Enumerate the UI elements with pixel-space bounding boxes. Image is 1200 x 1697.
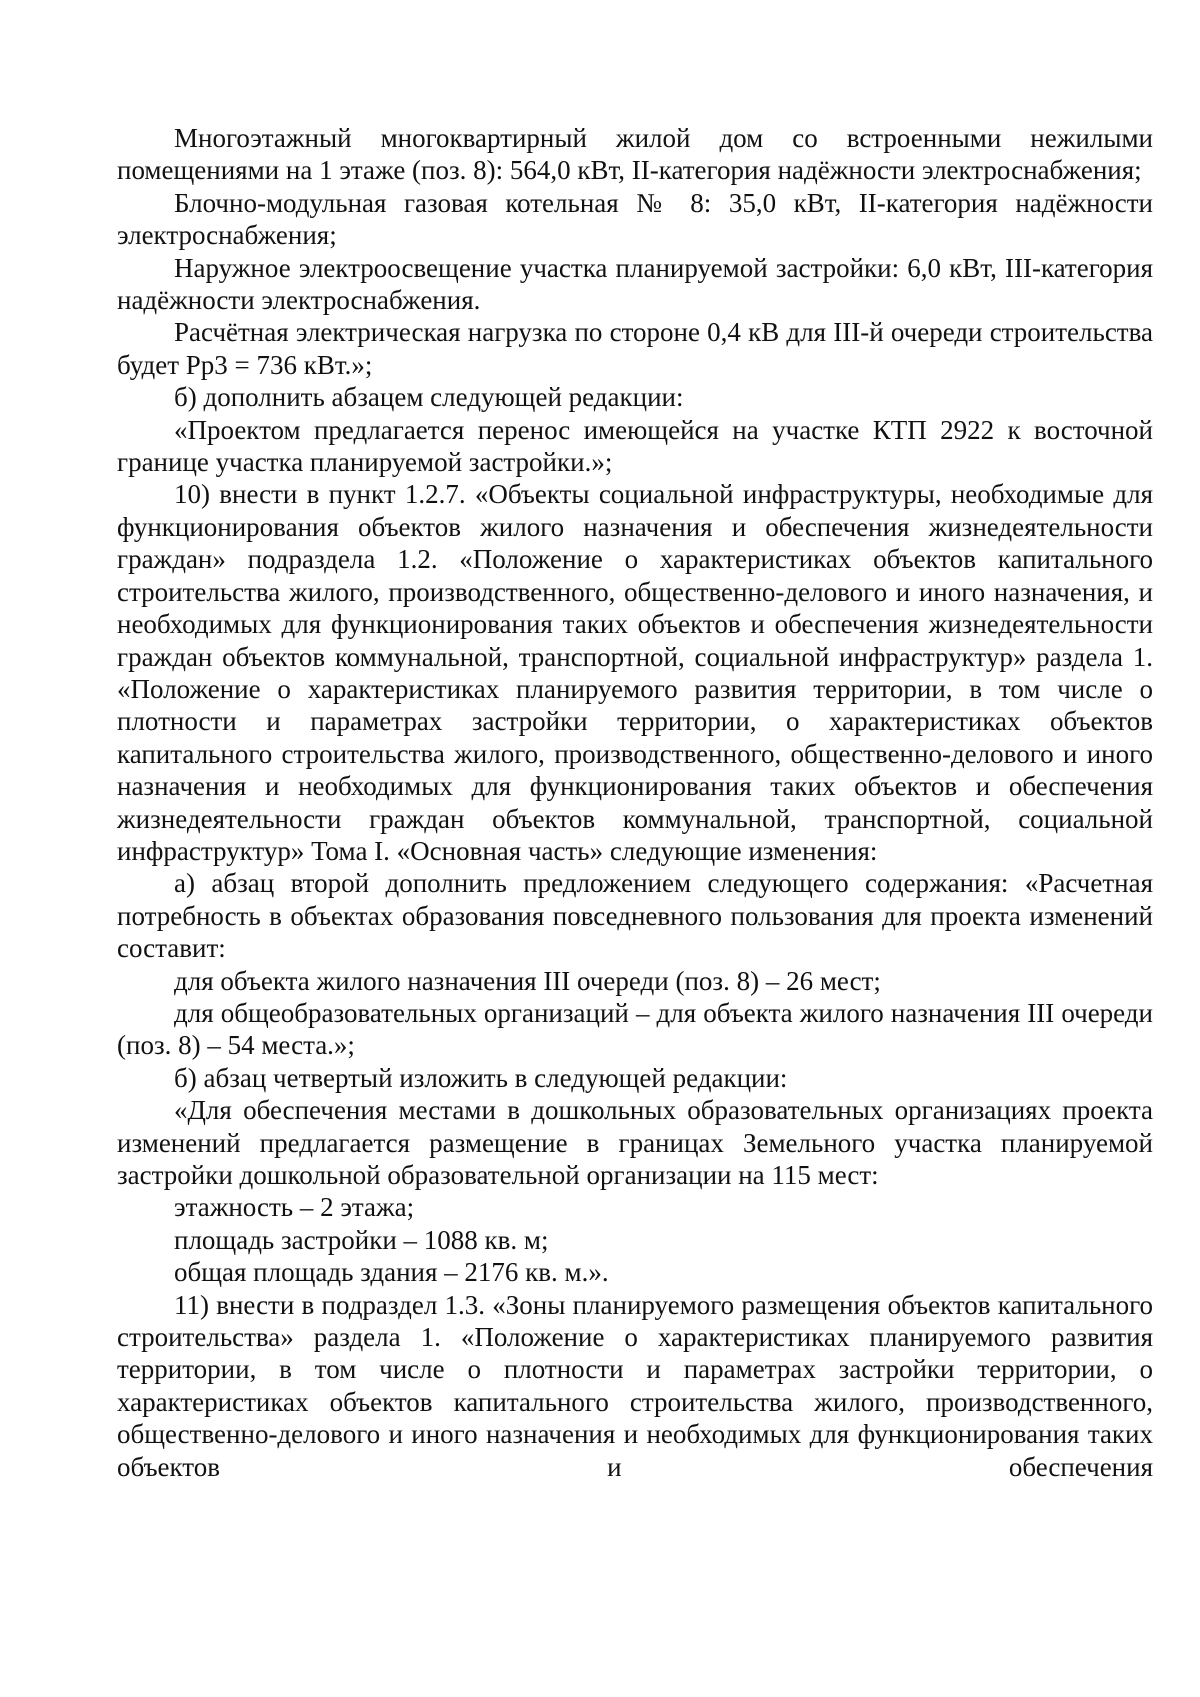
paragraph-item-b-supplement: б) дополнить абзацем следующей редакции: xyxy=(174,382,684,413)
paragraph-item-a-paragraph-two: а) абзац второй дополнить предложением следующего содержания: «Расчетная потребность в объектах образования повседневного пользования для проекта изменений составит: xyxy=(117,868,1153,964)
paragraph-item-b-paragraph-four: б) абзац четвертый изложить в следующей редакции: xyxy=(174,1062,788,1093)
paragraph-total-floor-area: общая площадь здания – 2176 кв. м.». xyxy=(174,1257,609,1288)
paragraph-ktp-relocation: «Проектом предлагается перенос имеющейся на участке КТП 2922 к восточной границе участка планируемой застройки.»; xyxy=(117,414,1153,478)
paragraph-residential-building-load: Многоэтажный многоквартирный жилой дом со встроенными нежилыми помещениями на 1 этаже (поз. 8): 564,0 кВт, II-категория надёжности электроснабжения; xyxy=(117,123,1153,186)
paragraph-calculated-load: Расчётная электрическая нагрузка по стороне 0,4 кВ для III-й очереди строительства будет Рр3 = 736 кВт.»; xyxy=(117,317,1153,380)
paragraph-boiler-house-load: Блочно-модульная газовая котельная № 8: 35,0 кВт, II-категория надёжности электроснабжения; xyxy=(117,187,1153,251)
paragraph-outdoor-lighting-load: Наружное электроосвещение участка планируемой застройки: 6,0 кВт, III-категория надёжности электроснабжения. xyxy=(117,252,1153,316)
paragraph-item-10: 10) внести в пункт 1.2.7. «Объекты социальной инфраструктуры, необходимые для функционирования объектов жилого назначения и обеспечения жизнедеятельности граждан» подраздела 1.2. «Положение о характеристиках объектов капитального строительства жилого, производственного, общественно-делового и иного назначения, и необходимых для функционирования таких объектов и обеспечения жизнедеятельности граждан объектов коммунальной, транспортной, социальной инфраструктур» раздела 1. «Положение о характеристиках планируемого развития территории, в том числе о плотности и параметрах застройки территории, о характеристиках объектов капитального строительства жилого, производственного, общественно-делового и иного назначения и необходимых для функционирования таких объектов и обеспечения жизнедеятельности граждан объектов коммунальной, транспортной, социальной инфраструктур» Тома I. «Основная часть» следующие изменения: xyxy=(117,479,1153,866)
paragraph-item-11: 11) внести в подраздел 1.3. «Зоны планируемого размещения объектов капитального строительства» раздела 1. «Положение о характеристиках планируемого развития территории, в том числе о плотности и параметрах застройки территории, о характеристиках объектов капитального строительства жилого, производственного, общественно-делового и иного назначения и необходимых для функционирования таких объектов и обеспечения xyxy=(117,1289,1153,1482)
paragraph-general-education-places: для общеобразовательных организаций – для объекта жилого назначения III очереди (поз. 8) – 54 места.»; xyxy=(117,997,1153,1061)
document-body xyxy=(117,122,1153,1483)
paragraph-number-of-floors: этажность – 2 этажа; xyxy=(174,1192,415,1223)
paragraph-preschool-placement: «Для обеспечения местами в дошкольных образовательных организациях проекта изменений предлагается размещение в границах Земельного участка планируемой застройки дошкольной образовательной организации на 115 мест: xyxy=(117,1095,1153,1190)
paragraph-building-footprint: площадь застройки – 1088 кв. м; xyxy=(174,1224,549,1255)
paragraph-residential-object-places: для объекта жилого назначения III очереди (поз. 8) – 26 мест; xyxy=(174,965,881,996)
